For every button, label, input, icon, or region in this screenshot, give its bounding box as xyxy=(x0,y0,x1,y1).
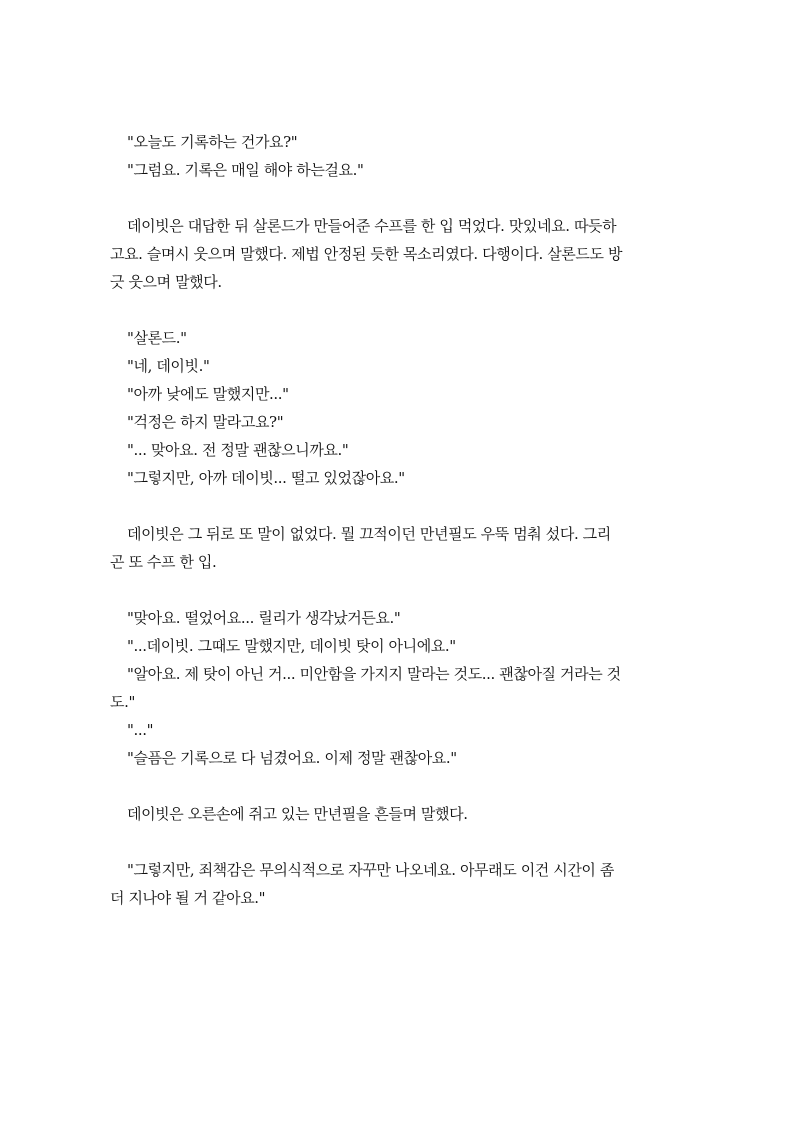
dialogue-line: "그렇지만, 죄책감은 무의식적으로 자꾸만 나오네요. 아무래도 이건 시간이 좀 xyxy=(127,861,614,879)
dialogue-line: "...데이빗. 그때도 말했지만, 데이빗 탓이 아니에요." xyxy=(127,637,456,655)
narration-line: 데이빗은 대답한 뒤 살론드가 만들어준 수프를 한 입 먹었다. 맛있네요. 따듯하 xyxy=(127,217,617,235)
narration-line: 곤 또 수프 한 입. xyxy=(110,553,217,571)
dialogue-line: 더 지나야 될 거 같아요." xyxy=(110,889,266,907)
paragraph-spacer xyxy=(110,772,690,800)
dialogue-line: "..." xyxy=(127,721,154,739)
dialogue-line: "걱정은 하지 말라고요?" xyxy=(127,413,284,431)
narration-line: 데이빗은 그 뒤로 또 말이 없었다. 뭘 끄적이던 만년필도 우뚝 멈춰 섰다. 그리 xyxy=(127,525,611,543)
story-text xyxy=(110,128,690,912)
paragraph-spacer xyxy=(110,296,690,324)
dialogue-line: "오늘도 기록하는 건가요?" xyxy=(127,133,298,151)
dialogue-line: "그럼요. 기록은 매일 해야 하는걸요." xyxy=(127,161,364,179)
narration-line: 긋 웃으며 말했다. xyxy=(110,273,222,291)
paragraph-spacer xyxy=(110,828,690,856)
dialogue-line: "그렇지만, 아까 데이빗... 떨고 있었잖아요." xyxy=(127,469,405,487)
narration-line: 고요. 슬며시 웃으며 말했다. 제법 안정된 듯한 목소리였다. 다행이다. 살론드도 방 xyxy=(110,245,623,263)
dialogue-line: 도." xyxy=(110,693,135,711)
dialogue-line: "아까 낮에도 말했지만..." xyxy=(127,385,289,403)
narration-line: 데이빗은 오른손에 쥐고 있는 만년필을 흔들며 말했다. xyxy=(127,805,468,823)
paragraph-spacer xyxy=(110,492,690,520)
dialogue-line: "네, 데이빗." xyxy=(127,357,210,375)
dialogue-line: "알아요. 제 탓이 아닌 거... 미안함을 가지지 말라는 것도... 괜찮아질 거라는 것 xyxy=(127,665,621,683)
dialogue-line: "맞아요. 떨었어요... 릴리가 생각났거든요." xyxy=(127,609,401,627)
paragraph-spacer xyxy=(110,576,690,604)
dialogue-line: "... 맞아요. 전 정말 괜찮으니까요." xyxy=(127,441,349,459)
paragraph-spacer xyxy=(110,184,690,212)
dialogue-line: "슬픔은 기록으로 다 넘겼어요. 이제 정말 괜찮아요." xyxy=(127,749,457,767)
dialogue-line: "살론드." xyxy=(127,329,187,347)
